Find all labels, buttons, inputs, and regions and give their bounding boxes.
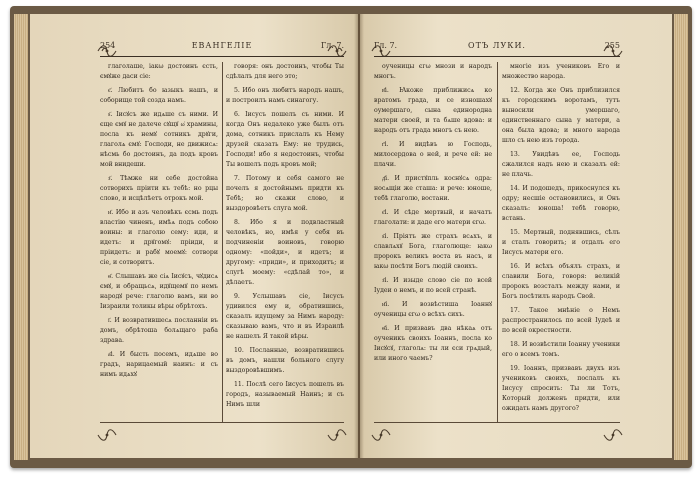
chapter-label: Гл. 7.: [374, 41, 398, 50]
page-header: [100, 38, 344, 57]
verse-paragraph: ѳ҃. Слышавъ же сіѧ Іисꙋсъ, чꙋдисѧ ємꙋ, и обращьсѧ, идꙋщемꙋ по немъ народꙋ рече: глаголю вамъ, ни во Іизраили толикы вѣры обрѣтохъ.: [100, 273, 218, 310]
slavonic-column: [374, 62, 492, 422]
book-page-edges-right: [674, 14, 688, 460]
chapter-label: Гл. 7.: [320, 41, 344, 50]
corner-ornament-icon: [370, 426, 392, 444]
page-number: 255: [604, 41, 620, 50]
verse-paragraph: 17. Такое мнѣніе о Немъ распространилось по всей Іудеѣ и по всей окрестности.: [502, 307, 620, 334]
verse-paragraph: з҃. Тѣмже ни себе достойна сотворихъ пріити къ тебѣ: но рцы слово, и исцѣлѣетъ отрокъ мой.: [100, 175, 218, 202]
verse-paragraph: 18. И возвѣстили Іоанну ученики его о всемъ томъ.: [502, 341, 620, 358]
verse-paragraph: 16. И всѣхъ объялъ страхъ, и славили Бога, говоря: великій пророкъ возсталъ между нами, и Богъ посѣтилъ народъ Свой.: [502, 263, 620, 300]
verse-paragraph: 15. Мертвый, поднявшись, сѣлъ и сталъ говорить; и отдалъ его Іисусъ матери его.: [502, 229, 620, 256]
page-title: ЕВАНГЕЛІЕ: [191, 41, 253, 50]
verse-paragraph: глаголаше, іакω достоинъ єсть, ємꙋже даси сіе:: [100, 63, 218, 80]
russian-column: [502, 62, 620, 422]
verse-paragraph: 13. Увидѣвъ ее, Господь сжалился надъ нею и сказалъ ей: не плачь.: [502, 151, 620, 178]
verse-paragraph: є҃. Любитъ бо ꙗзыкъ нашъ, и соборище той созда намъ.: [100, 87, 218, 104]
right-page: [360, 14, 672, 458]
verse-paragraph: 7. Потому и себя самого не почелъ я достойнымъ придти къ Тебѣ; но скажи слово, и выздоровѣетъ слуга мой.: [226, 175, 344, 212]
verse-paragraph: 19. Іоаннъ, призвавъ двухъ изъ учениковъ своихъ, послалъ къ Іисусу спросить: Ты ли Тотъ, Который долженъ придти, или ожидать намъ другого?: [502, 365, 620, 412]
book-spine-gutter: [354, 14, 364, 458]
verse-paragraph: і҃. И возвратившесѧ посланніи въ домъ, обрѣтоша болѧщаго раба здрава.: [100, 317, 218, 344]
verse-paragraph: 14. И подошедъ, прикоснулся къ одру; несшіе остановились, и Онъ сказалъ: юноша! тебѣ говорю, встань.: [502, 185, 620, 222]
open-book: [10, 6, 692, 468]
verse-paragraph: многіе изъ учениковъ Его и множество народа.: [502, 63, 620, 80]
left-page: [30, 14, 358, 458]
verse-paragraph: говоря: онъ достоинъ, чтобы Ты сдѣлалъ для него это;: [226, 63, 344, 80]
verse-paragraph: ѕ҃. Іисꙋсъ же идѧше съ ними. И єще ємꙋ не далече сꙋщꙋ ω҆ храмины, посла къ немꙋ сотникъ дрꙋги, глаголѧ ємꙋ: Господи, не движисѧ: нѣсмь бо достоинъ, да подъ кровъ мой внидеши.: [100, 111, 218, 168]
page-title: ОТЪ ЛУКИ.: [468, 41, 526, 50]
verse-paragraph: ѳ҃і. И призвавъ два нѣкаѧ отъ оученикъ своихъ Іоаннъ, посла ко Іисꙋсꙋ, глаголѧ: ты ли єси грѧдый, или иного чаемъ?: [374, 325, 492, 362]
slavonic-column: [100, 62, 218, 422]
verse-paragraph: и҃і. И возвѣстиша Іоаннꙋ оученицы єгω о всѣхъ сихъ.: [374, 301, 492, 318]
text-columns: [374, 62, 620, 423]
verse-paragraph: 11. Послѣ сего Іисусъ пошелъ въ городъ, называемый Наинъ; и съ Нимъ шли: [226, 381, 344, 408]
corner-ornament-icon: [326, 426, 348, 444]
text-columns: [100, 62, 344, 423]
verse-paragraph: 9. Услышавъ сіе, Іисусъ удивился ему и, обратившись, сказалъ идущему за Нимъ народу: сказываю вамъ, что и въ Израилѣ не нашелъ Я такой вѣры.: [226, 293, 344, 340]
verse-paragraph: 8. Ибо я и подвластный человѣкъ, но, имѣя у себя въ подчиненіи воиновъ, говорю одному: «пойди», и идетъ; и другому: «приди», и приходитъ; и слугѣ моему: «сдѣлай то», и дѣлаетъ.: [226, 219, 344, 286]
corner-ornament-icon: [96, 426, 118, 444]
verse-paragraph: г҃і. И видѣвъ ю Господь, милосердова о ней, и рече ей: не плачи.: [374, 141, 492, 168]
column-divider: [497, 62, 498, 422]
verse-paragraph: 12. Когда же Онъ приблизился къ городскимъ воротамъ, тутъ выносили умершаго, единственнаго сына у матери, а она была вдова; и много народа шло съ нею изъ города.: [502, 87, 620, 144]
verse-paragraph: є҃і. И сѣде мертвый, и начатъ глаголати: и даде его матери єгω.: [374, 209, 492, 226]
verse-paragraph: д҃і. И пристꙋпль коснꙋсѧ одра: носѧщіи же сташа: и рече: юноше, тебѣ глаголю, востани.: [374, 175, 492, 202]
verse-paragraph: 10. Посланные, возвратившись въ домъ, нашли больного слугу выздоровѣвшимъ.: [226, 347, 344, 374]
page-number: 254: [100, 41, 116, 50]
verse-paragraph: 6. Іисусъ пошелъ съ ними. И когда Онъ недалеко уже былъ отъ дома, сотникъ прислалъ къ Нему друзей сказать Ему: не трудись, Господи! ибо я недостоинъ, чтобы Ты вошелъ подъ кровъ мой;: [226, 111, 344, 168]
russian-column: [226, 62, 344, 422]
verse-paragraph: а҃і. И бысть посемъ, идѧше во градъ, нарицаемый наинъ: и съ нимъ идѧхꙋ: [100, 351, 218, 378]
column-divider: [222, 62, 223, 422]
verse-paragraph: з҃і. И изыде слово сіе по всей Іудеи о немъ, и по всей странѣ.: [374, 277, 492, 294]
page-header: [374, 38, 620, 57]
verse-paragraph: ѕ҃і. Пріятъ же страхъ всѧхъ, и славлѧхꙋ Бога, глаголюще: ꙗкω пророкъ великъ воста въ насъ, и ꙗкω посѣти Богъ людій своихъ.: [374, 233, 492, 270]
book-page-edges-left: [14, 14, 28, 460]
corner-ornament-icon: [602, 426, 624, 444]
verse-paragraph: в҃і. Ꙗкоже приближисѧ ко вратомъ града, и се изношахꙋ оумершаго, сына единородна матери своей, и та бѧше вдова: и народъ отъ града многъ съ нею.: [374, 87, 492, 134]
verse-paragraph: 5. Ибо онъ любитъ народъ нашъ, и построилъ намъ синагогу.: [226, 87, 344, 104]
verse-paragraph: оученицы єгω мнози и народъ многъ.: [374, 63, 492, 80]
verse-paragraph: и҃. Ибо и азъ человѣкъ єсмь подъ властію чиненъ, имѣѧ подъ собою воины: и глаголю сему: иди, и идетъ: и дрꙋгомꙋ: пріиди, и пріидетъ: и рабꙋ моемꙋ: сотвори сіе, и сотворитъ.: [100, 209, 218, 266]
